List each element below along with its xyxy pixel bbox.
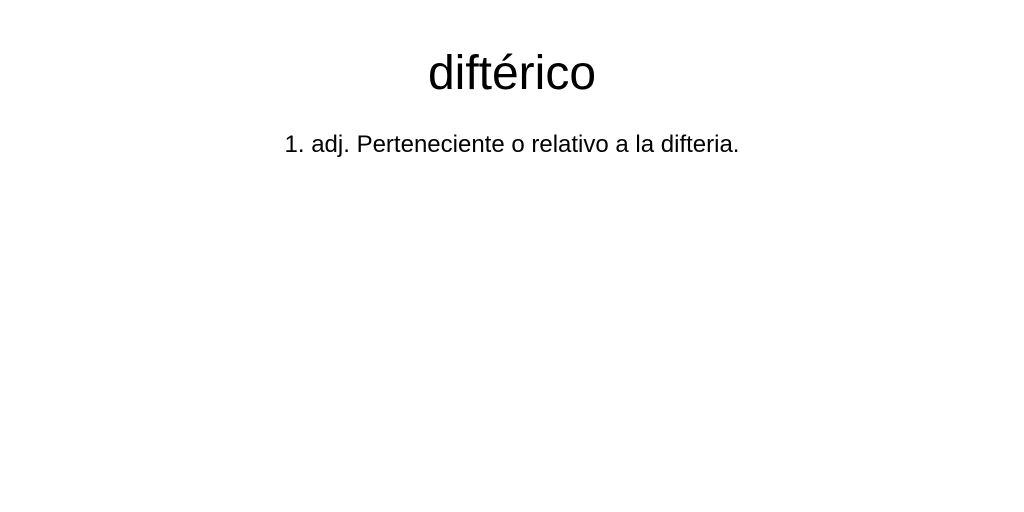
- headword: diftérico: [427, 47, 597, 100]
- grammatical-category: adj.: [311, 131, 350, 158]
- definition-text: Perteneciente o relativo a la difteria.: [356, 131, 740, 158]
- definition-item: [0, 130, 1024, 160]
- definition-list: [0, 130, 1024, 160]
- definition-number: 1.: [284, 131, 305, 158]
